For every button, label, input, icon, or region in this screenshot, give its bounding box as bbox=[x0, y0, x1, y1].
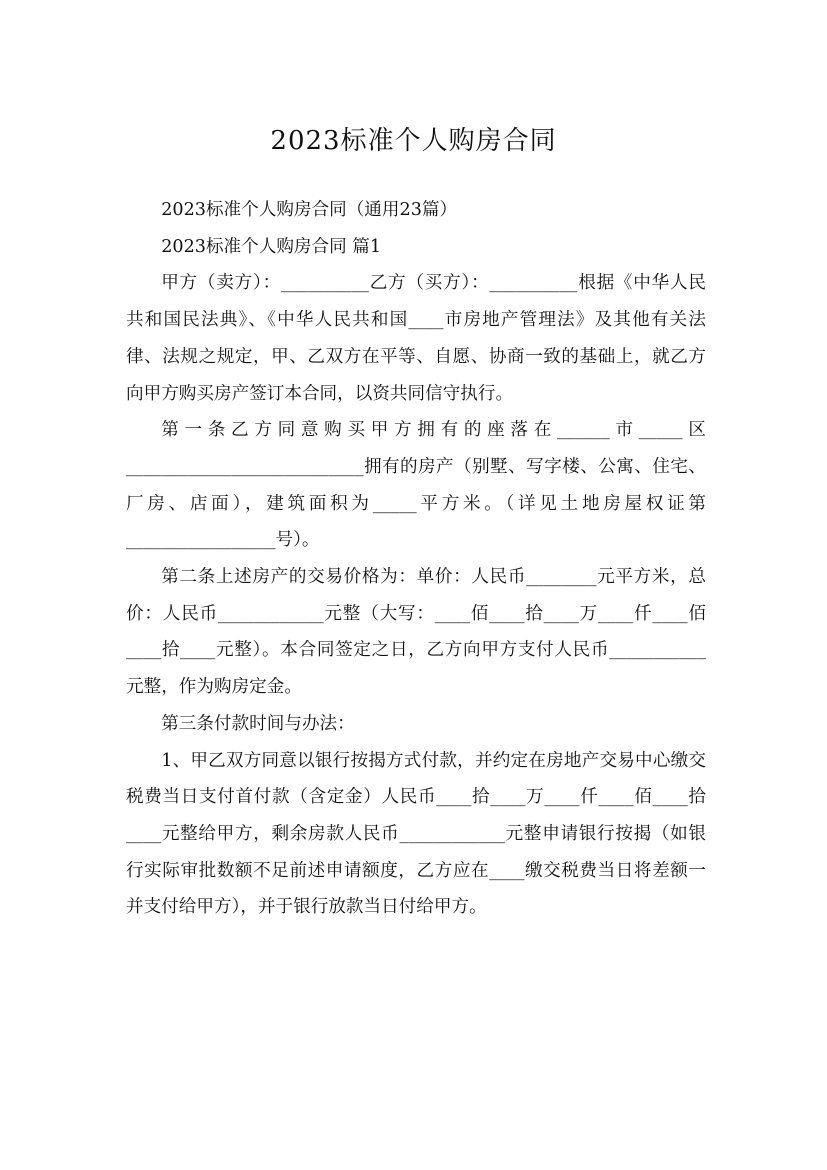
paragraph-article-3-item-1: 1、甲乙双方同意以银行按揭方式付款，并约定在房地产交易中心缴交税费当日支付首付款（含定金）人民币____拾____万____仟____佰____拾____元整给甲方，剩余房款人民币____________元整申请银行按揭（如银行实际审批数额不足前述申请额度，乙方应在____缴交税费当日将差额一并支付给甲方），并于银行放款当日付给甲方。 bbox=[126, 750, 706, 918]
paragraph-article-2: 第二条上述房产的交易价格为：单价：人民币________元平方米，总价：人民币____________元整（大写：____佰____拾____万____仟____佰____拾____元整）。本合同签定之日，乙方向甲方支付人民币___________元整，作为购房定金。 bbox=[126, 567, 706, 698]
paragraph-article-3: 第三条付款时间与办法： bbox=[161, 713, 355, 734]
paragraph-parties: 甲方（卖方）：__________乙方（买方）：__________根据《中华人民共和国民法典》、《中华人民共和国____市房地产管理法》及其他有关法律、法规之规定，甲、乙双方在平等、自愿、协商一致的基础上，就乙方向甲方购买房产签订本合同，以资共同信守执行。 bbox=[126, 273, 706, 404]
paragraph-section-heading: 2023标准个人购房合同 篇1 bbox=[161, 236, 382, 257]
document-title: 2023标准个人购房合同 bbox=[270, 126, 557, 157]
document-body bbox=[126, 192, 706, 926]
paragraph-article-1: 第一条乙方同意购买甲方拥有的座落在______市_____区___________________________拥有的房产（别墅、写字楼、公寓、住宅、厂房、店面），建筑面积为_____平方米。（详见土地房屋权证第_________________号）。 bbox=[126, 420, 706, 551]
paragraph-subtitle: 2023标准个人购房合同（通用23篇） bbox=[161, 200, 458, 220]
